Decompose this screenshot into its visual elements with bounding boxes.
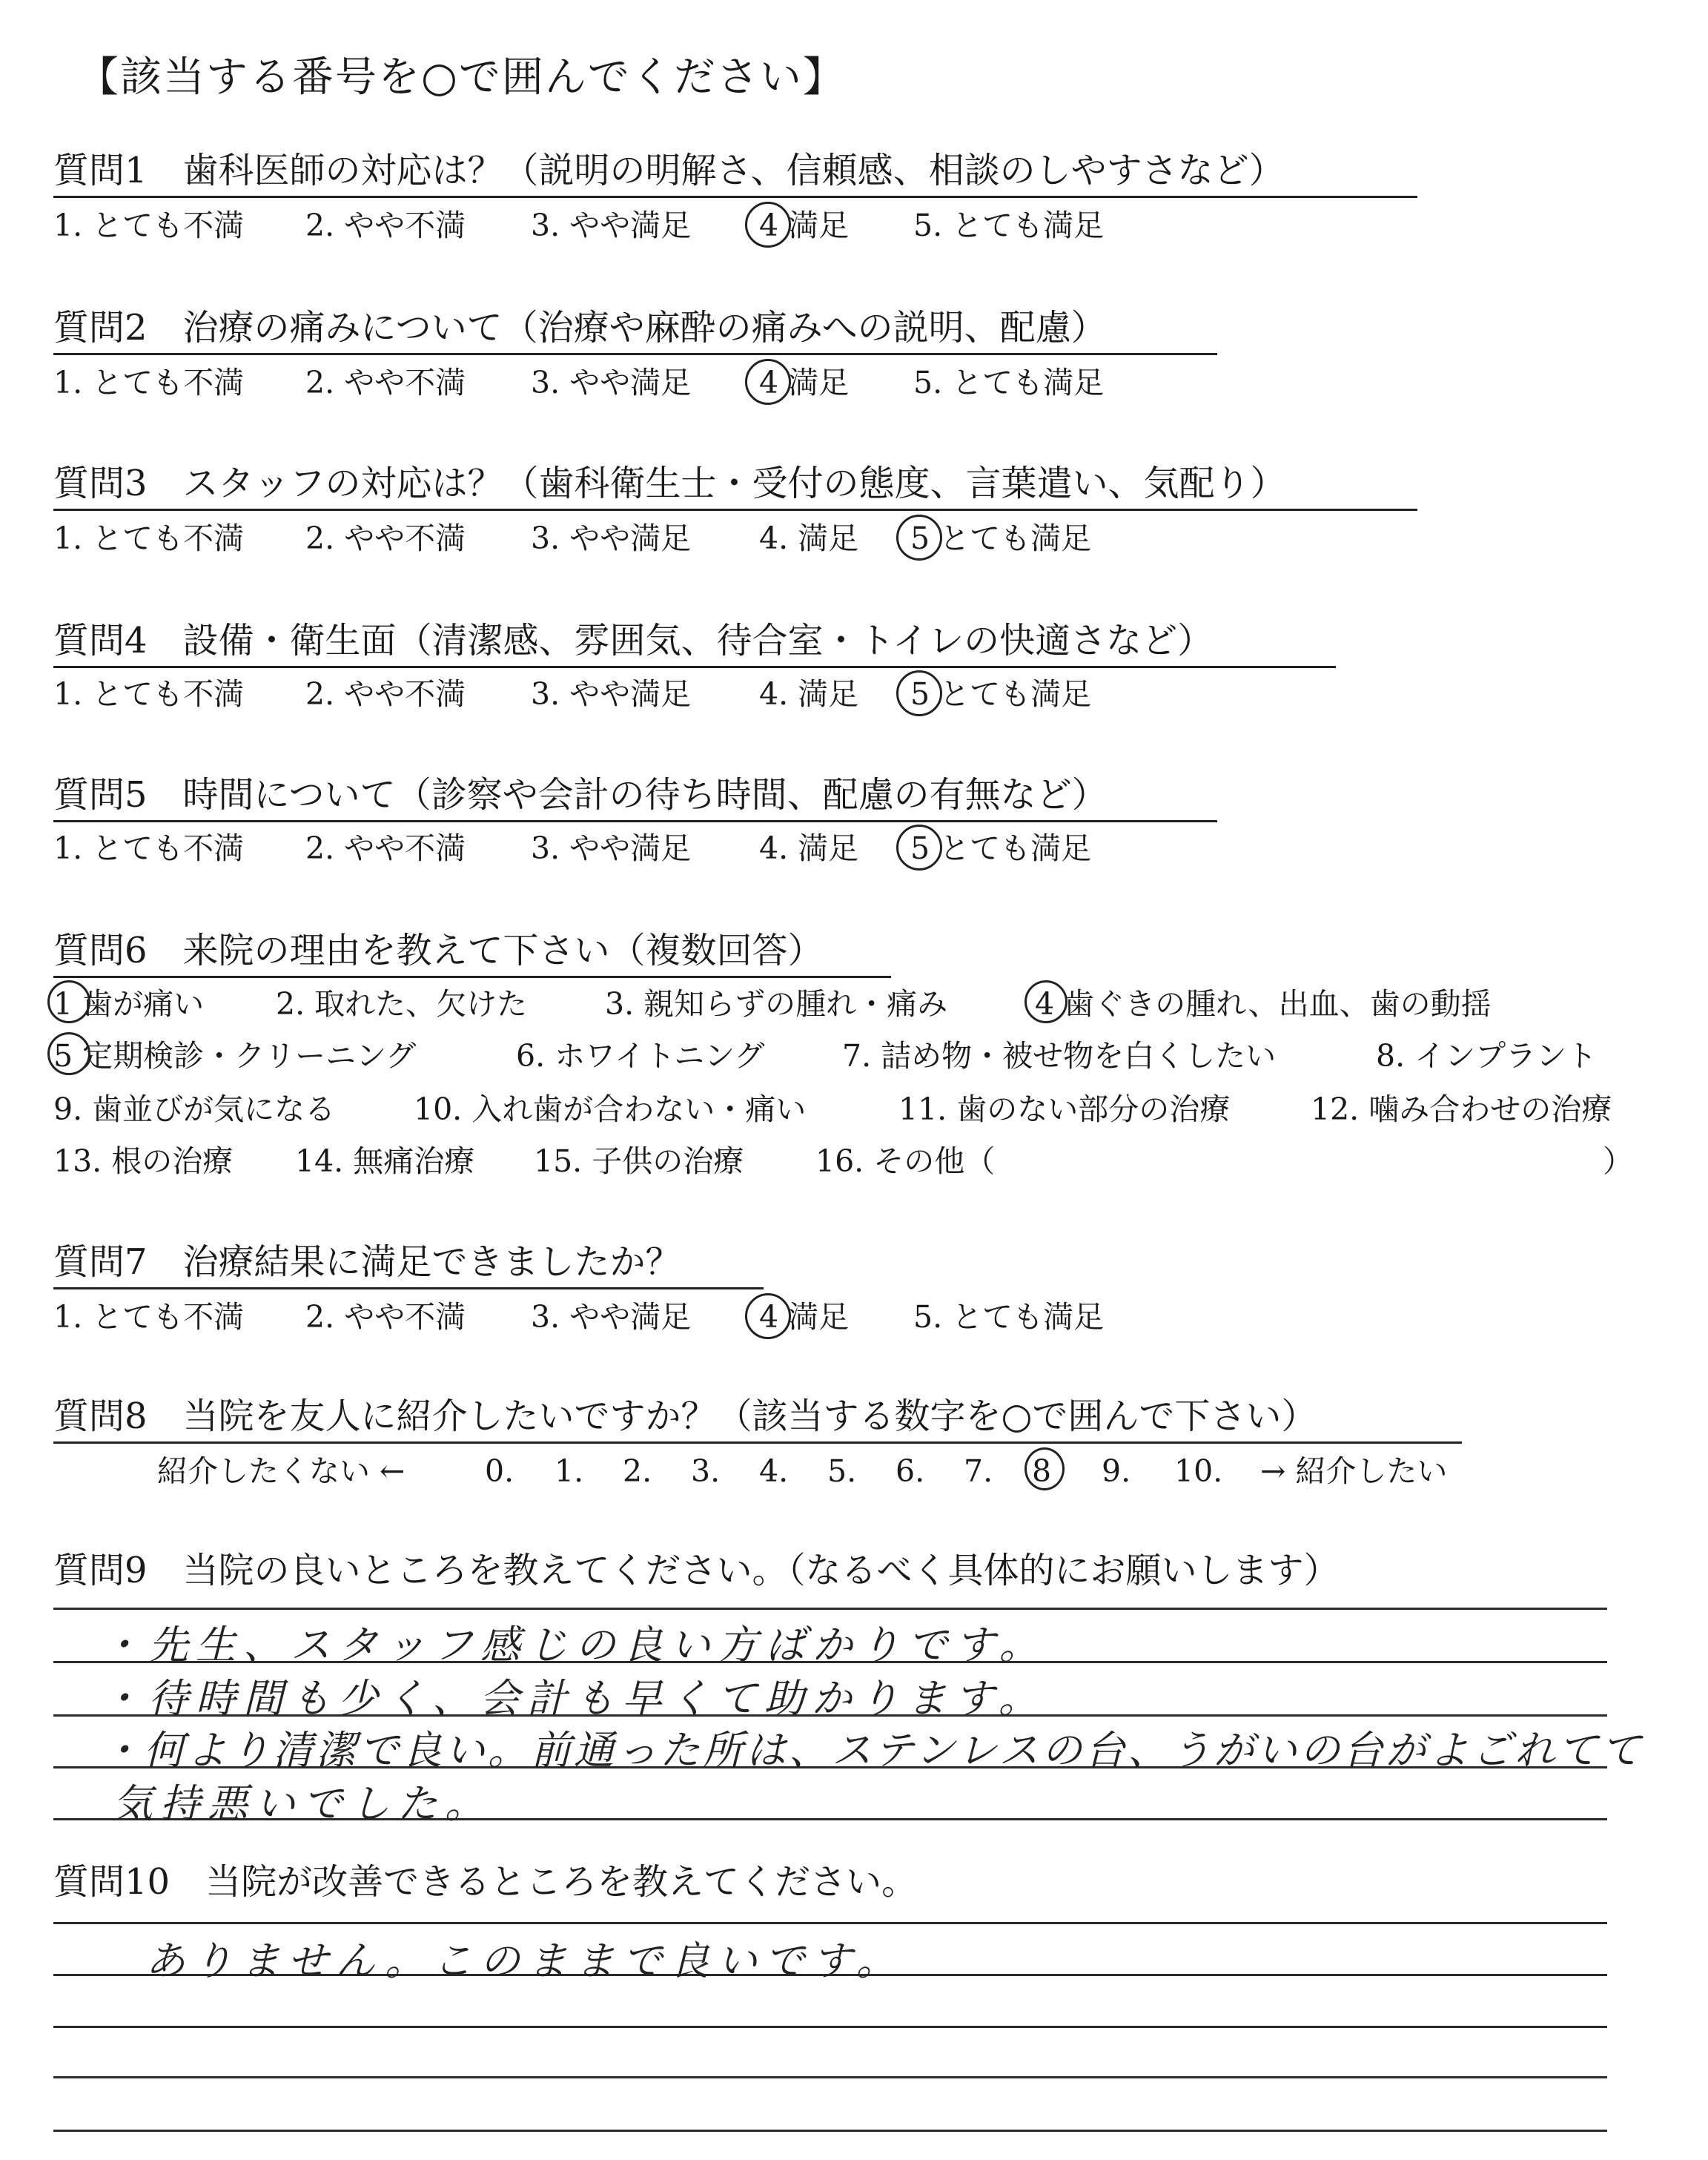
question-1-underline (53, 196, 1417, 198)
scale-value[interactable]: 6. (896, 1453, 925, 1489)
question-6-options (53, 983, 1684, 1206)
option[interactable]: 2. やや不満 (305, 208, 466, 243)
option-selected[interactable]: 4 歯ぐきの腫れ、出血、歯の動揺 (1035, 986, 1492, 1022)
question-4-options (53, 673, 1684, 718)
option[interactable]: 15. 子供の治療 (534, 1143, 744, 1179)
handwritten-answer-line: 気持悪いでした。 (113, 1780, 492, 1827)
selection-circle-mark (896, 825, 942, 871)
question-10-title: 質問10 当院が改善できるところを教えてください。 (53, 1861, 918, 1903)
option[interactable]: 3. やや満足 (531, 830, 692, 866)
question-4-title: 質問4 設備・衛生面（清潔感、雰囲気、待合室・トイレの快適さなど） (53, 620, 1214, 661)
handwritten-answer-line: ありません。このままで良いです。 (145, 1938, 904, 1984)
question-2-underline (53, 353, 1217, 355)
answer-rule (53, 2130, 1607, 2132)
handwritten-answer-line: ・待時間も少く、会計も早くて助かります。 (101, 1675, 1046, 1722)
selection-circle-mark (896, 515, 942, 561)
answer-rule (53, 2076, 1607, 2078)
answer-rule (53, 1608, 1607, 1610)
question-8-scale (0, 1450, 1705, 1495)
question-7-title: 質問7 治療結果に満足できましたか？ (53, 1241, 681, 1283)
scale-value[interactable]: 2. (623, 1453, 652, 1489)
question-7-options (53, 1296, 1684, 1341)
question-4-underline (53, 666, 1336, 668)
scale-value[interactable]: 3. (691, 1453, 721, 1489)
selection-circle-mark (745, 359, 791, 405)
option[interactable]: 2. 取れた、欠けた (276, 986, 528, 1022)
option[interactable]: 5. とても満足 (913, 208, 1105, 243)
option[interactable]: 3. やや満足 (531, 1299, 692, 1335)
option[interactable]: 6. ホワイトニング (516, 1038, 765, 1074)
selection-circle-mark (47, 1032, 90, 1075)
handwritten-answer-line: ・何より清潔で良い。前通った所は、ステンレスの台、うがいの台がよごれてて (101, 1727, 1644, 1774)
option-selected[interactable]: 4 満足 (759, 1299, 850, 1335)
scale-value-selected[interactable]: 8 (1032, 1453, 1052, 1489)
option-selected[interactable]: 1 歯が痛い (53, 986, 205, 1022)
handwritten-answer-line: ・先生、スタッフ感じの良い方ばかりです。 (101, 1622, 1047, 1668)
option[interactable]: 1. とても不満 (53, 830, 245, 866)
option[interactable]: 2. やや不満 (305, 830, 466, 866)
option[interactable]: 2. やや不満 (305, 365, 466, 400)
question-6-title: 質問6 来院の理由を教えて下さい（複数回答） (53, 930, 824, 971)
selection-circle-mark (745, 1293, 791, 1339)
question-3-options (53, 518, 1684, 562)
option[interactable]: 2. やや不満 (305, 1299, 466, 1335)
option[interactable]: 1. とても不満 (53, 208, 245, 243)
selection-circle-mark (47, 980, 90, 1023)
option[interactable]: 1. とても不満 (53, 1299, 245, 1335)
option[interactable]: 5. とても満足 (913, 1299, 1105, 1335)
scale-left-label: 紹介したくない ← (157, 1453, 406, 1489)
scale-value[interactable]: 1. (555, 1453, 584, 1489)
option[interactable]: 2. やや不満 (305, 676, 466, 712)
option[interactable]: 4. 満足 (759, 830, 859, 866)
option[interactable]: 14. 無痛治療 (295, 1143, 475, 1179)
option[interactable]: 8. インプラント (1376, 1038, 1598, 1074)
answer-rule (53, 2026, 1607, 2028)
scale-right-label: → 紹介したい (1260, 1453, 1448, 1489)
option[interactable]: 3. やや満足 (531, 676, 692, 712)
option[interactable]: 4. 満足 (759, 676, 859, 712)
option-selected[interactable]: 5 とても満足 (910, 521, 1092, 556)
page-heading: 【該当する番号を○で囲んでください】 (77, 53, 846, 102)
option-selected[interactable]: 4 満足 (759, 365, 850, 400)
option[interactable]: 9. 歯並びが気になる (53, 1091, 336, 1127)
scale-value[interactable]: 4. (759, 1453, 789, 1489)
question-2-options (53, 362, 1684, 406)
question-6-underline (53, 976, 891, 978)
scale-value[interactable]: 5. (827, 1453, 857, 1489)
option[interactable]: 7. 詰め物・被せ物を白くしたい (842, 1038, 1277, 1074)
option[interactable]: 5. とても満足 (913, 365, 1105, 400)
option-other[interactable]: 16. その他（ (815, 1143, 996, 1179)
option[interactable]: 3. やや満足 (531, 208, 692, 243)
question-5-options (53, 828, 1684, 872)
scale-value[interactable]: 7. (964, 1453, 993, 1489)
selection-circle-mark (1025, 1447, 1065, 1490)
option[interactable]: 3. やや満足 (531, 521, 692, 556)
question-1-title: 質問1 歯科医師の対応は？（説明の明解さ、信頼感、相談のしやすさなど） (53, 150, 1285, 191)
question-7-underline (53, 1287, 764, 1289)
question-5-underline (53, 820, 1217, 822)
option-selected[interactable]: 4 満足 (759, 208, 850, 243)
question-8-title: 質問8 当院を友人に紹介したいですか？（該当する数字を○で囲んで下さい） (53, 1396, 1317, 1437)
selection-circle-mark (745, 202, 791, 248)
option-selected[interactable]: 5 とても満足 (910, 830, 1092, 866)
option[interactable]: 1. とても不満 (53, 521, 245, 556)
option[interactable]: 3. 親知らずの腫れ・痛み (605, 986, 948, 1022)
option[interactable]: 1. とても不満 (53, 676, 245, 712)
scale-value[interactable]: 0. (485, 1453, 514, 1489)
question-5-title: 質問5 時間について（診察や会計の待ち時間、配慮の有無など） (53, 774, 1108, 816)
other-close-paren: ） (1603, 1143, 1633, 1179)
option[interactable]: 2. やや不満 (305, 521, 466, 556)
option[interactable]: 1. とても不満 (53, 365, 245, 400)
option[interactable]: 13. 根の治療 (53, 1143, 234, 1179)
scale-value[interactable]: 10. (1174, 1453, 1223, 1489)
selection-circle-mark (1025, 980, 1068, 1023)
question-8-underline (53, 1441, 1462, 1444)
selection-circle-mark (896, 670, 942, 716)
option[interactable]: 3. やや満足 (531, 365, 692, 400)
question-1-options (53, 205, 1684, 249)
option[interactable]: 11. 歯のない部分の治療 (898, 1091, 1231, 1127)
answer-rule (53, 1922, 1607, 1924)
option[interactable]: 10. 入れ歯が合わない・痛い (414, 1091, 807, 1127)
option-selected[interactable]: 5 定期検診・クリーニング (53, 1038, 417, 1074)
option[interactable]: 4. 満足 (759, 521, 859, 556)
question-9-title: 質問9 当院の良いところを教えてください。（なるべく具体的にお願いします） (53, 1550, 1340, 1591)
question-2-title: 質問2 治療の痛みについて（治療や麻酔の痛みへの説明、配慮） (53, 307, 1107, 349)
question-3-title: 質問3 スタッフの対応は？（歯科衛生士・受付の態度、言葉遣い、気配り） (53, 463, 1286, 504)
option[interactable]: 12. 噛み合わせの治療 (1311, 1091, 1612, 1127)
scale-value[interactable]: 9. (1102, 1453, 1131, 1489)
option-selected[interactable]: 5 とても満足 (910, 676, 1092, 712)
question-3-underline (53, 509, 1417, 511)
